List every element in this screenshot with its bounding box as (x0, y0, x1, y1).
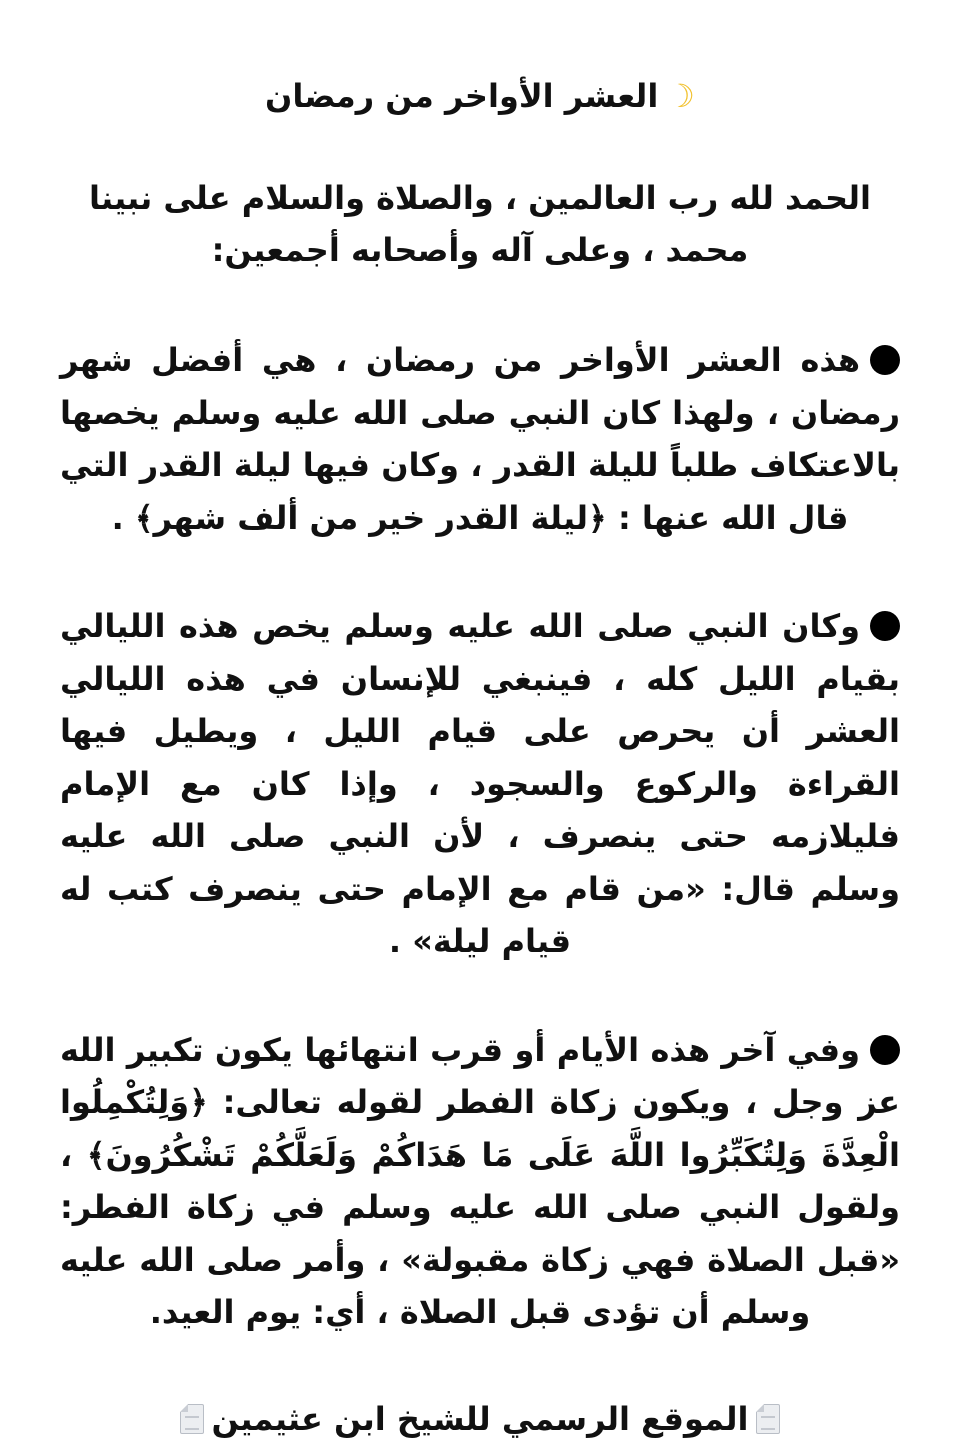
black-circle-icon (870, 611, 900, 641)
document-icon (180, 1404, 204, 1434)
paragraph-1 (60, 334, 900, 544)
paragraph-3-text: وفي آخر هذه الأيام أو قرب انتهائها يكون تكبير الله عز وجل ، ويكون زكاة الفطر لقوله تعالى: ﴿وَلِتُكْمِلُوا الْعِدَّةَ وَلِتُكَبِّرُوا اللَّهَ عَلَى مَا هَدَاكُمْ وَلَعَلَّكُمْ تَشْكُرُونَ﴾ ، ولقول النبي صلى الله عليه وسلم في زكاة الفطر: «قبل الصلاة فهي زكاة مقبولة» ، وأمر صلى الله عليه وسلم أن تؤدى قبل الصلاة ، أي: يوم العيد. (60, 1030, 900, 1331)
source-text: الموقع الرسمي للشيخ ابن عثيمين (211, 1399, 749, 1438)
article (60, 72, 900, 1443)
crescent-moon-icon: ☽ (666, 77, 695, 115)
paragraph-1-text: هذه العشر الأواخر من رمضان ، هي أفضل شهر رمضان ، ولهذا كان النبي صلى الله عليه وسلم يخصها بالاعتكاف طلباً لليلة القدر ، وكان فيها ليلة القدر التي قال الله عنها : ﴿ليلة القدر خير من ألف شهر﴾ . (60, 341, 900, 537)
article-title-text: العشر الأواخر من رمضان (265, 77, 659, 115)
black-circle-icon (870, 345, 900, 375)
document-icon (756, 1404, 780, 1434)
black-circle-icon (870, 1035, 900, 1065)
intro-text: الحمد لله رب العالمين ، والصلاة والسلام على نبينا محمد ، وعلى آله وأصحابه أجمعين: (88, 179, 871, 269)
paragraph-2 (60, 600, 900, 968)
source-footer (60, 1395, 900, 1443)
paragraph-2-text: وكان النبي صلى الله عليه وسلم يخص هذه الليالي بقيام الليل كله ، فينبغي للإنسان في هذه الليالي العشر أن يحرص على قيام الليل ، ويطيل فيها القراءة والركوع والسجود ، وإذا كان مع الإمام فليلازمه حتى ينصرف ، لأن النبي صلى الله عليه وسلم قال: «من قام مع الإمام حتى ينصرف كتب له قيام ليلة» . (60, 607, 900, 960)
paragraph-3 (60, 1024, 900, 1339)
article-title (60, 72, 900, 120)
